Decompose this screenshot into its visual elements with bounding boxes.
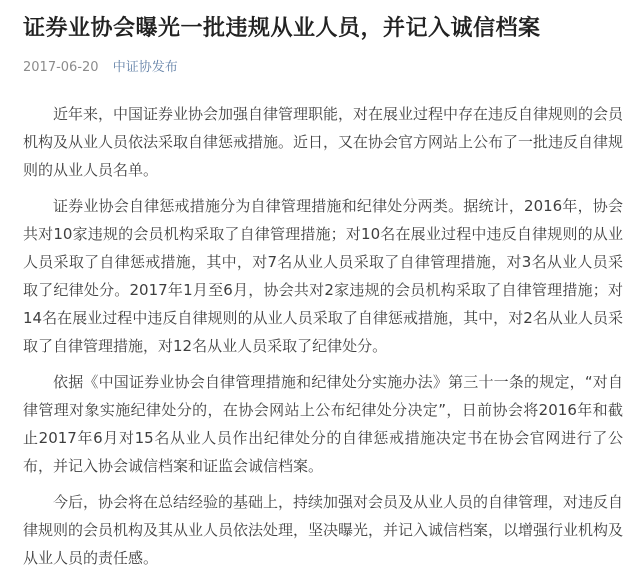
article-title: 证券业协会曝光一批违规从业人员，并记入诚信档案 [23,16,541,41]
article-body [23,100,623,572]
paragraph-1: 近年来，中国证券业协会加强自律管理职能，对在展业过程中存在违反自律规则的会员机构及从业人员依法采取自律惩戒措施。近日，又在协会官方网站上公布了一批违反自律规则的从业人员名单。 [23,105,624,179]
article-meta [23,58,623,78]
author-link[interactable]: 中证协发布 [112,60,178,75]
paragraph-2: 证券业协会自律惩戒措施分为自律管理措施和纪律处分两类。据统计，2016年，协会共对10家违规的会员机构采取了自律管理措施；对10名在展业过程中违反自律规则的从业人员采取了自律惩戒措施，其中，对7名从业人员采取了自律管理措施，对3名从业人员采取了纪律处分。2017年1月至6月，协会共对2家违规的会员机构采取了自律管理措施；对14名在展业过程中违反自律规则的从业人员采取了自律惩戒措施，其中，对2名从业人员采取了自律管理措施，对12名从业人员采取了纪律处分。 [23,197,623,355]
paragraph-3: 依据《中国证券业协会自律管理措施和纪律处分实施办法》第三十一条的规定，“对自律管理对象实施纪律处分的，在协会网站上公布纪律处分决定”，日前协会将2016年和截止2017年6月对15名从业人员作出纪律处分的自律惩戒措施决定书在协会官网进行了公布，并记入协会诚信档案和证监会诚信档案。 [23,373,623,475]
publish-date: 2017-06-20 [23,60,99,75]
paragraph-4: 今后，协会将在总结经验的基础上，持续加强对会员及从业人员的自律管理，对违反自律规则的会员机构及其从业人员依法处理，坚决曝光，并记入诚信档案，以增强行业机构及从业人员的责任感。 [23,493,624,567]
